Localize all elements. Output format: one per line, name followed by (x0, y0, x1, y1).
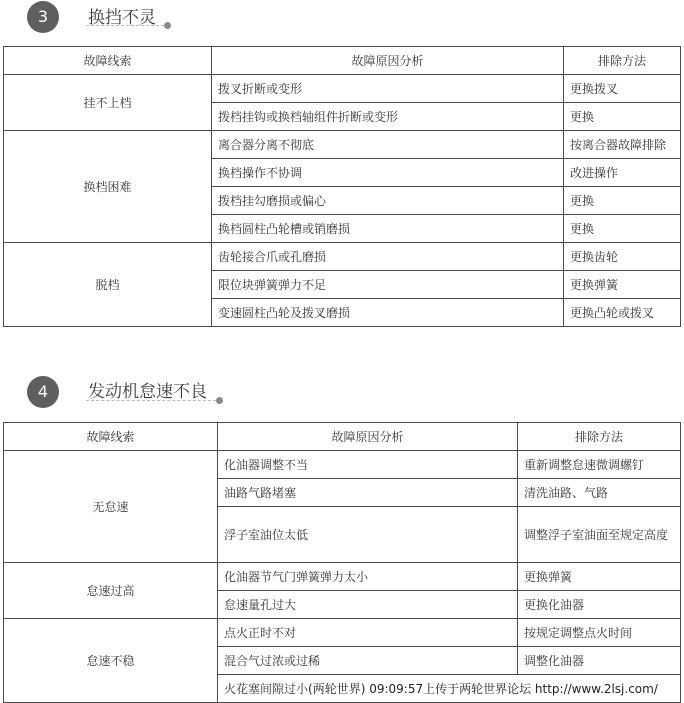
section-4-number-badge: 4 (27, 376, 59, 408)
section-3-title: 换挡不灵 (88, 8, 156, 28)
cause-cell: 齿轮接合爪或孔磨损 (212, 243, 564, 271)
remedy-cell: 按离合器故障排除 (564, 131, 681, 159)
cause-cell: 变速圆柱凸轮及拨叉磨损 (212, 299, 564, 327)
fault-clue-cell: 换档困难 (4, 131, 212, 243)
cause-cell: 化油器节气门弹簧弹力太小 (218, 563, 518, 591)
remedy-cell: 更换 (564, 187, 681, 215)
remedy-cell: 更换化油器 (518, 591, 681, 619)
cause-cell: 拨档挂勾磨损或偏心 (212, 187, 564, 215)
cause-cell (218, 675, 681, 703)
remedy-cell: 改进操作 (564, 159, 681, 187)
fault-clue-cell: 怠速过高 (4, 563, 218, 619)
fault-clue-cell: 挂不上档 (4, 75, 212, 131)
fault-clue-cell: 无怠速 (4, 451, 218, 563)
cause-cell: 换档圆柱凸轮槽或销磨损 (212, 215, 564, 243)
cause-cell: 浮子室油位太低 (218, 507, 518, 563)
section-3-number-badge: 3 (27, 1, 59, 33)
section-3-header (0, 0, 684, 40)
cause-cell: 化油器调整不当 (218, 451, 518, 479)
table-row (4, 243, 681, 271)
cause-cell: 拨叉折断或变形 (212, 75, 564, 103)
cause-cell: 点火正时不对 (218, 619, 518, 647)
section-3-title-underline (86, 25, 164, 26)
table-row (4, 619, 681, 647)
cause-cell: 混合气过浓或过稀 (218, 647, 518, 675)
cause-text: 火花塞间隙过小 (224, 682, 309, 696)
remedy-cell: 更换弹簧 (564, 271, 681, 299)
section-3-title-dot (164, 22, 171, 29)
table-header-row (4, 423, 681, 451)
cause-cell: 限位块弹簧弹力不足 (212, 271, 564, 299)
table-row (4, 75, 681, 103)
cause-cell: 油路气路堵塞 (218, 479, 518, 507)
cause-cell: 怠速量孔过大 (218, 591, 518, 619)
table-row (4, 451, 681, 479)
table-header-row (4, 47, 681, 75)
cause-cell: 拨档挂钩或换档轴组件折断或变形 (212, 103, 564, 131)
cause-cell: 离合器分离不彻底 (212, 131, 564, 159)
remedy-cell: 调整浮子室油面至规定高度 (518, 507, 681, 563)
upload-watermark: (两轮世界) 09:09:57上传于两轮世界论坛 http://www.2lsj.com/ (308, 682, 658, 696)
remedy-cell: 清洗油路、气路 (518, 479, 681, 507)
section-4-header (0, 374, 684, 414)
remedy-cell: 调整化油器 (518, 647, 681, 675)
remedy-cell: 更换弹簧 (518, 563, 681, 591)
header-cause-analysis: 故障原因分析 (218, 423, 518, 451)
header-cause-analysis: 故障原因分析 (212, 47, 564, 75)
header-fault-clue: 故障线索 (4, 47, 212, 75)
table-row (4, 131, 681, 159)
section-4-title: 发动机怠速不良 (88, 382, 207, 402)
remedy-cell: 更换凸轮或拨叉 (564, 299, 681, 327)
header-fault-clue: 故障线索 (4, 423, 218, 451)
table-gear-shift-faults (3, 46, 681, 327)
remedy-cell: 更换 (564, 215, 681, 243)
fault-clue-cell: 脱档 (4, 243, 212, 327)
cause-cell: 换档操作不协调 (212, 159, 564, 187)
remedy-cell: 更换拨叉 (564, 75, 681, 103)
remedy-cell: 更换 (564, 103, 681, 131)
table-row (4, 563, 681, 591)
remedy-cell: 重新调整怠速微调螺钉 (518, 451, 681, 479)
table-engine-idle-faults (3, 422, 681, 703)
header-remedy: 排除方法 (518, 423, 681, 451)
section-4-title-underline (86, 400, 216, 401)
remedy-cell: 更换齿轮 (564, 243, 681, 271)
section-4-title-dot (216, 397, 223, 404)
remedy-cell: 按规定调整点火时间 (518, 619, 681, 647)
fault-clue-cell: 怠速不稳 (4, 619, 218, 703)
header-remedy: 排除方法 (564, 47, 681, 75)
